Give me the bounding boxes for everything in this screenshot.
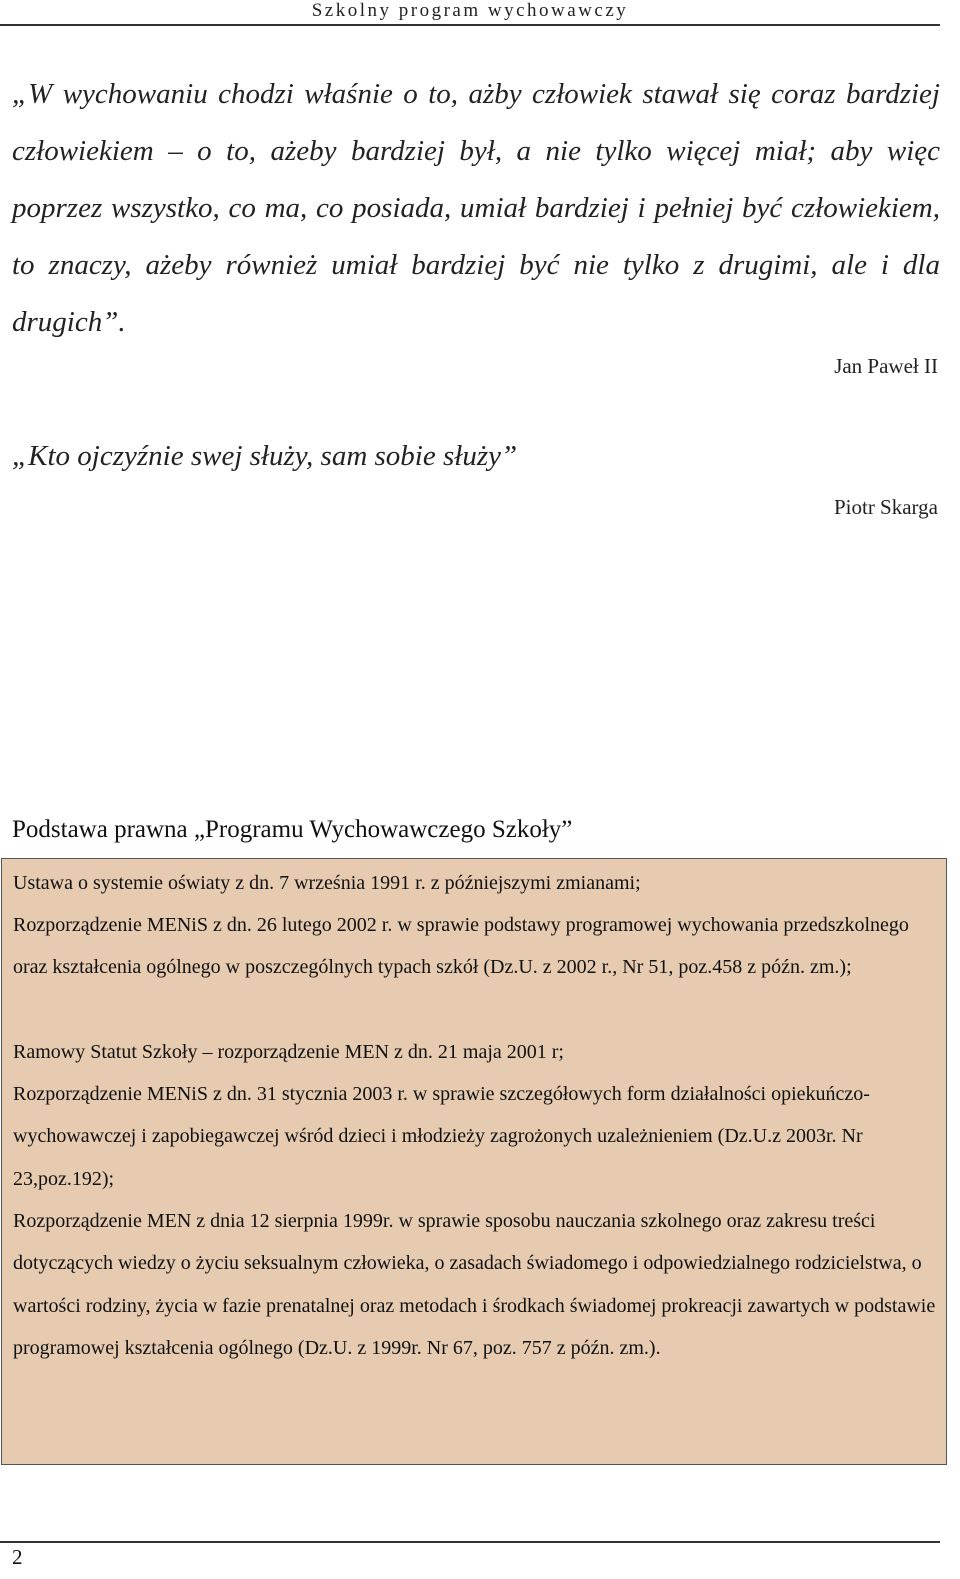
header-divider (0, 24, 940, 26)
legal-item: Rozporządzenie MENiS z dn. 26 lutego 2002 r. w sprawie podstawy programowej wychowania przedszkolnego oraz kształcenia ogólnego w poszczególnych typach szkół (Dz.U. z 2002 r., Nr 51, poz.458 z późn. zm.); (13, 914, 909, 979)
quote-john-paul-ii: „W wychowaniu chodzi właśnie o to, ażby człowiek stawał się coraz bardziej człowiekiem – o to, ażeby bardziej był, a nie tylko więcej miał; aby więc poprzez wszystko, co ma, co posiada, umiał bardziej i pełniej być człowiekiem, to znaczy, ażeby również umiał bardziej być nie tylko z drugimi, ale i dla drugich”. (12, 78, 940, 338)
quote-skarga: „Kto ojczyźnie swej służy, sam sobie służy” (12, 440, 518, 472)
legal-item: Ramowy Statut Szkoły – rozporządzenie MEN z dn. 21 maja 2001 r; (13, 1041, 564, 1063)
quote-author-john-paul-ii: Jan Paweł II (834, 354, 938, 378)
quote-author-skarga: Piotr Skarga (833, 495, 938, 519)
legal-item: Rozporządzenie MEN z dnia 12 sierpnia 1999r. w sprawie sposobu nauczania szkolnego oraz zakresu treści dotyczących wiedzy o życiu seksualnym człowieka, o zasadach świadomego i odpowiedzialnego rodzicielstwa, o wartości rodziny, życia w fazie prenatalnej oraz metodach i środkach świadomej prokreacji zawartych w podstawie programowej kształcenia ogólnego (Dz.U. z 1999r. Nr 67, poz. 757 z późn. zm.). (13, 1210, 936, 1360)
footer-divider (0, 1541, 940, 1543)
page-number: 2 (12, 1545, 23, 1569)
legal-basis-box (1, 858, 947, 1465)
legal-item: Ustawa o systemie oświaty z dn. 7 września 1991 r. z późniejszymi zmianami; (13, 872, 641, 894)
legal-item: Rozporządzenie MENiS z dn. 31 stycznia 2003 r. w sprawie szczegółowych form działalności opiekuńczo-wychowawczej i zapobiegawczej wśród dzieci i młodzieży zagrożonych uzależnieniem (Dz.U.z 2003r. Nr 23,poz.192); (13, 1083, 870, 1190)
running-header: Szkolny program wychowawczy (311, 0, 629, 21)
legal-basis-title: Podstawa prawna „Programu Wychowawczego Szkoły” (12, 816, 573, 843)
